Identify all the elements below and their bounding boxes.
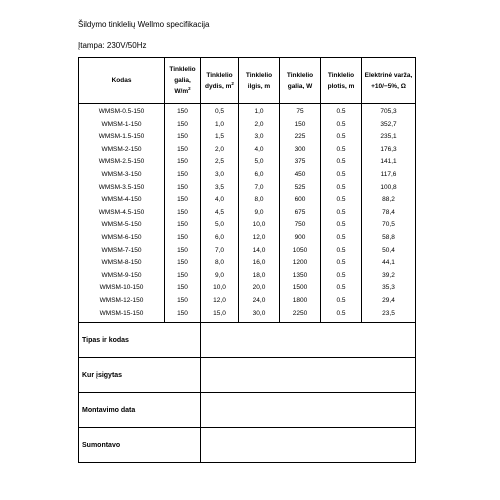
cell-length: 1,0: [239, 104, 280, 119]
cell-resistance: 23,5: [362, 308, 416, 323]
cell-area: 3,0: [201, 169, 239, 182]
info-row: [79, 428, 416, 463]
cell-power: 75: [280, 104, 321, 119]
header-power: Tinklelio galia, W: [280, 58, 321, 104]
cell-code: WMSM-7-150: [79, 245, 165, 258]
cell-resistance: 88,2: [362, 194, 416, 207]
table-row: [79, 232, 416, 245]
cell-resistance: 235,1: [362, 131, 416, 144]
info-value-field: [201, 428, 416, 463]
cell-area: 4,0: [201, 194, 239, 207]
cell-power: 675: [280, 207, 321, 220]
cell-power-density: 150: [165, 270, 201, 283]
cell-width: 0.5: [321, 156, 362, 169]
cell-code: WMSM-2.5-150: [79, 156, 165, 169]
cell-power-density: 150: [165, 104, 201, 119]
cell-width: 0.5: [321, 169, 362, 182]
cell-power: 525: [280, 182, 321, 195]
cell-area: 10,0: [201, 282, 239, 295]
cell-resistance: 39,2: [362, 270, 416, 283]
cell-code: WMSM-12-150: [79, 295, 165, 308]
table-row: [79, 144, 416, 157]
header-width: Tinklelio plotis, m: [321, 58, 362, 104]
info-row: [79, 323, 416, 358]
cell-code: WMSM-1.5-150: [79, 131, 165, 144]
table-row: [79, 295, 416, 308]
table-row: [79, 182, 416, 195]
cell-area: 6,0: [201, 232, 239, 245]
table-row: [79, 308, 416, 323]
cell-area: 5,0: [201, 219, 239, 232]
cell-width: 0.5: [321, 245, 362, 258]
table-row: [79, 131, 416, 144]
cell-power-density: 150: [165, 295, 201, 308]
cell-power-density: 150: [165, 257, 201, 270]
cell-power: 2250: [280, 308, 321, 323]
cell-code: WMSM-1-150: [79, 119, 165, 132]
cell-code: WMSM-6-150: [79, 232, 165, 245]
header-code: Kodas: [79, 58, 165, 104]
cell-width: 0.5: [321, 232, 362, 245]
cell-resistance: 352,7: [362, 119, 416, 132]
cell-power-density: 150: [165, 282, 201, 295]
cell-area: 3,5: [201, 182, 239, 195]
info-row: [79, 393, 416, 428]
document-title: Šildymo tinklelių Wellmo specifikacija: [78, 20, 210, 29]
cell-length: 3,0: [239, 131, 280, 144]
cell-width: 0.5: [321, 257, 362, 270]
cell-length: 6,0: [239, 169, 280, 182]
cell-area: 2,0: [201, 144, 239, 157]
voltage-label: Įtampa: 230V/50Hz: [78, 41, 147, 50]
cell-length: 5,0: [239, 156, 280, 169]
info-value-field: [201, 393, 416, 428]
cell-power: 1500: [280, 282, 321, 295]
cell-width: 0.5: [321, 182, 362, 195]
header-length: Tinklelio ilgis, m: [239, 58, 280, 104]
cell-width: 0.5: [321, 144, 362, 157]
cell-power: 750: [280, 219, 321, 232]
header-resistance: Elektrinė varža, +10/−5%, Ω: [362, 58, 416, 104]
table-row: [79, 194, 416, 207]
cell-power: 1350: [280, 270, 321, 283]
cell-length: 18,0: [239, 270, 280, 283]
cell-width: 0.5: [321, 194, 362, 207]
cell-width: 0.5: [321, 207, 362, 220]
cell-resistance: 117,6: [362, 169, 416, 182]
cell-power-density: 150: [165, 156, 201, 169]
specification-table: [78, 57, 416, 463]
cell-length: 8,0: [239, 194, 280, 207]
cell-code: WMSM-8-150: [79, 257, 165, 270]
info-label: Tipas ir kodas: [79, 323, 201, 358]
cell-power-density: 150: [165, 119, 201, 132]
cell-width: 0.5: [321, 104, 362, 119]
table-row: [79, 156, 416, 169]
cell-resistance: 44,1: [362, 257, 416, 270]
cell-power-density: 150: [165, 308, 201, 323]
cell-length: 12,0: [239, 232, 280, 245]
header-power-density: Tinklelio galia, $W/m^2$: [165, 58, 201, 104]
table-header-row: [79, 58, 416, 104]
cell-resistance: 176,3: [362, 144, 416, 157]
cell-width: 0.5: [321, 270, 362, 283]
cell-code: WMSM-15-150: [79, 308, 165, 323]
info-label: Montavimo data: [79, 393, 201, 428]
table-row: [79, 282, 416, 295]
cell-code: WMSM-2-150: [79, 144, 165, 157]
table-row: [79, 119, 416, 132]
cell-power-density: 150: [165, 194, 201, 207]
cell-resistance: 58,8: [362, 232, 416, 245]
cell-area: 4,5: [201, 207, 239, 220]
table-row: [79, 169, 416, 182]
cell-length: 14,0: [239, 245, 280, 258]
cell-power-density: 150: [165, 207, 201, 220]
cell-power: 1800: [280, 295, 321, 308]
cell-width: 0.5: [321, 308, 362, 323]
cell-width: 0.5: [321, 219, 362, 232]
cell-width: 0.5: [321, 131, 362, 144]
cell-power: 600: [280, 194, 321, 207]
cell-length: 2,0: [239, 119, 280, 132]
cell-power: 150: [280, 119, 321, 132]
table-row: [79, 245, 416, 258]
cell-area: 1,5: [201, 131, 239, 144]
cell-power: 1050: [280, 245, 321, 258]
cell-code: WMSM-3-150: [79, 169, 165, 182]
cell-length: 4,0: [239, 144, 280, 157]
cell-length: 24,0: [239, 295, 280, 308]
cell-code: WMSM-3.5-150: [79, 182, 165, 195]
cell-power: 1200: [280, 257, 321, 270]
cell-area: 12,0: [201, 295, 239, 308]
cell-power-density: 150: [165, 182, 201, 195]
table-row: [79, 207, 416, 220]
cell-resistance: 29,4: [362, 295, 416, 308]
info-value-field: [201, 358, 416, 393]
cell-power-density: 150: [165, 169, 201, 182]
cell-width: 0.5: [321, 282, 362, 295]
cell-area: 7,0: [201, 245, 239, 258]
cell-length: 20,0: [239, 282, 280, 295]
cell-code: WMSM-4-150: [79, 194, 165, 207]
table-row: [79, 104, 416, 119]
info-value-field: [201, 323, 416, 358]
cell-length: 9,0: [239, 207, 280, 220]
cell-power: 225: [280, 131, 321, 144]
cell-code: WMSM-9-150: [79, 270, 165, 283]
cell-length: 30,0: [239, 308, 280, 323]
cell-resistance: 35,3: [362, 282, 416, 295]
cell-area: 2,5: [201, 156, 239, 169]
cell-length: 16,0: [239, 257, 280, 270]
cell-code: WMSM-5-150: [79, 219, 165, 232]
cell-length: 7,0: [239, 182, 280, 195]
info-label: Sumontavo: [79, 428, 201, 463]
cell-resistance: 70,5: [362, 219, 416, 232]
cell-code: WMSM-10-150: [79, 282, 165, 295]
cell-power-density: 150: [165, 131, 201, 144]
cell-area: 0,5: [201, 104, 239, 119]
cell-width: 0.5: [321, 295, 362, 308]
cell-resistance: 50,4: [362, 245, 416, 258]
table-row: [79, 219, 416, 232]
cell-area: 15,0: [201, 308, 239, 323]
cell-power-density: 150: [165, 245, 201, 258]
table-row: [79, 257, 416, 270]
info-row: [79, 358, 416, 393]
cell-power: 450: [280, 169, 321, 182]
cell-length: 10,0: [239, 219, 280, 232]
cell-power: 375: [280, 156, 321, 169]
cell-power-density: 150: [165, 219, 201, 232]
cell-power: 300: [280, 144, 321, 157]
info-section: [79, 323, 416, 463]
cell-area: 8,0: [201, 257, 239, 270]
table-row: [79, 270, 416, 283]
cell-resistance: 141,1: [362, 156, 416, 169]
cell-code: WMSM-0.5-150: [79, 104, 165, 119]
cell-resistance: 78,4: [362, 207, 416, 220]
cell-area: 1,0: [201, 119, 239, 132]
info-label: Kur įsigytas: [79, 358, 201, 393]
header-area: Tinklelio dydis, $m^2$: [201, 58, 239, 104]
cell-resistance: 705,3: [362, 104, 416, 119]
cell-width: 0.5: [321, 119, 362, 132]
cell-code: WMSM-4.5-150: [79, 207, 165, 220]
table-body: [79, 104, 416, 323]
cell-resistance: 100,8: [362, 182, 416, 195]
cell-area: 9,0: [201, 270, 239, 283]
cell-power-density: 150: [165, 144, 201, 157]
cell-power-density: 150: [165, 232, 201, 245]
cell-power: 900: [280, 232, 321, 245]
